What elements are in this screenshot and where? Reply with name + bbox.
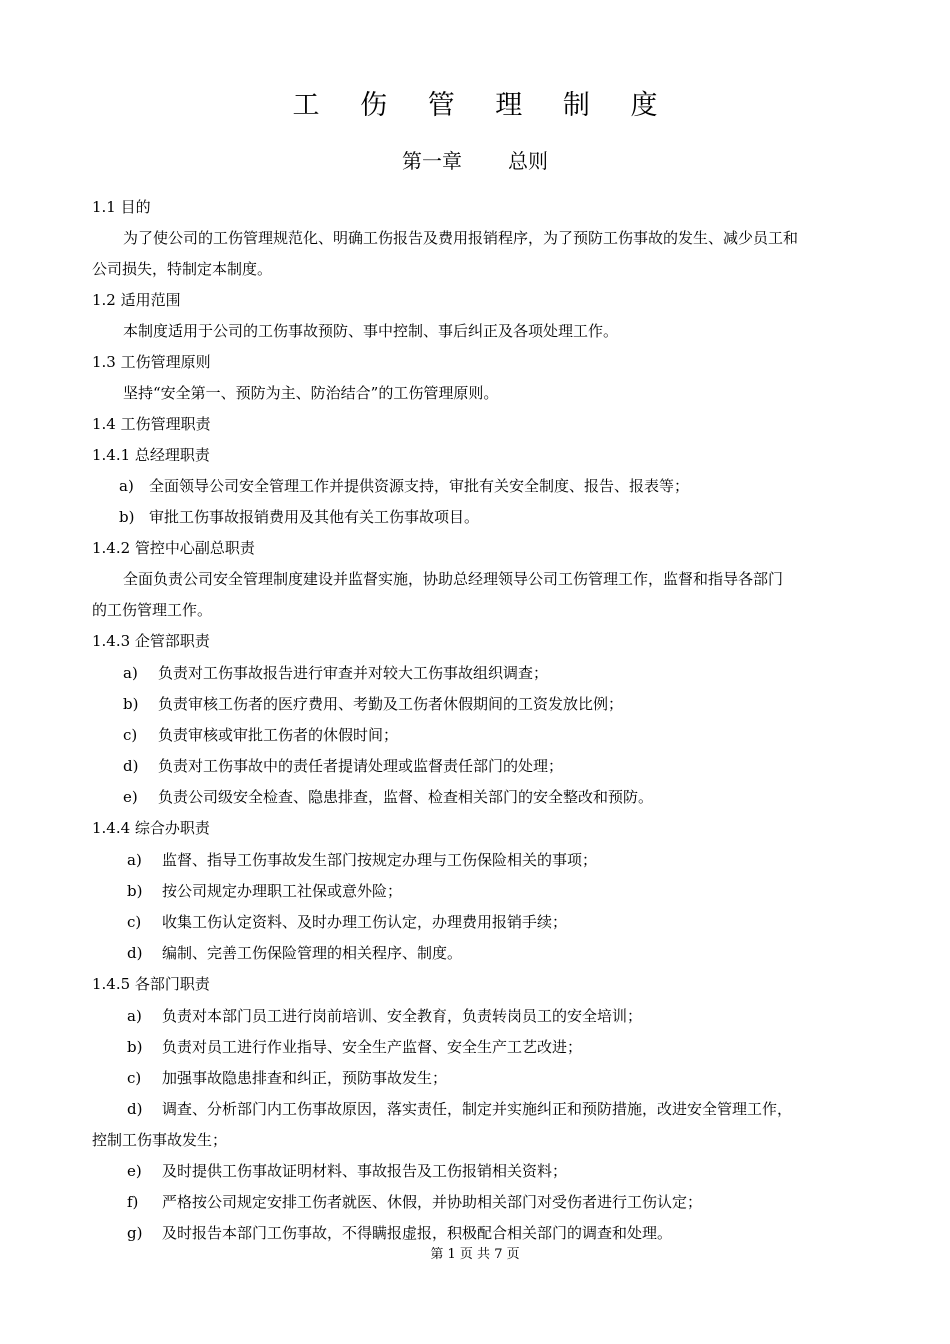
section-heading: 1.1 目的 — [92, 198, 151, 216]
list-text: 审批工伤事故报销费用及其他有关工伤事故项目。 — [149, 508, 480, 526]
chapter-name: 总则 — [508, 149, 548, 173]
subsection-heading: 1.4.4 综合办职责 — [92, 819, 210, 837]
section-heading: 1.4 工伤管理职责 — [92, 415, 211, 433]
paragraph-continuation: 的工伤管理工作。 — [92, 601, 213, 619]
list-text: 负责对工伤事故报告进行审查并对较大工伤事故组织调查； — [158, 664, 549, 682]
paragraph: 坚持“安全第一、预防为主、防治结合”的工伤管理原则。 — [123, 384, 499, 402]
list-marker: d) — [127, 1100, 143, 1118]
list-marker: a) — [123, 664, 138, 682]
section-heading: 1.2 适用范围 — [92, 291, 181, 309]
list-marker: f) — [127, 1193, 139, 1211]
list-marker: e) — [127, 1162, 142, 1180]
list-text: 按公司规定办理职工社保或意外险； — [162, 882, 403, 900]
list-text: 负责对工伤事故中的责任者提请处理或监督责任部门的处理； — [158, 757, 564, 775]
list-marker: c) — [123, 726, 138, 744]
list-text: 编制、完善工伤保险管理的相关程序、制度。 — [162, 944, 463, 962]
list-text: 及时提供工伤事故证明材料、事故报告及工伤报销相关资料； — [162, 1162, 568, 1180]
list-text: 监督、指导工伤事故发生部门按规定办理与工伤保险相关的事项； — [162, 851, 598, 869]
chapter-number: 第一章 — [402, 149, 462, 173]
list-marker: a) — [119, 477, 134, 495]
subsection-heading: 1.4.2 管控中心副总职责 — [92, 539, 255, 557]
list-marker: c) — [127, 913, 142, 931]
document-title: 工 伤 管 理 制 度 — [292, 90, 674, 121]
section-heading: 1.3 工伤管理原则 — [92, 353, 211, 371]
paragraph: 本制度适用于公司的工伤事故预防、事中控制、事后纠正及各项处理工作。 — [123, 322, 619, 340]
paragraph: 全面负责公司安全管理制度建设并监督实施，协助总经理领导公司工伤管理工作，监督和指导各部门 — [123, 570, 784, 588]
list-marker: c) — [127, 1069, 142, 1087]
list-text: 严格按公司规定安排工伤者就医、休假，并协助相关部门对受伤者进行工伤认定； — [162, 1193, 703, 1211]
list-text: 全面领导公司安全管理工作并提供资源支持，审批有关安全制度、报告、报表等； — [149, 477, 690, 495]
paragraph: 为了使公司的工伤管理规范化、明确工伤报告及费用报销程序，为了预防工伤事故的发生、减少员工和 — [123, 229, 799, 247]
list-marker: b) — [119, 508, 135, 526]
list-marker: a) — [127, 1007, 142, 1025]
list-marker: b) — [123, 695, 139, 713]
list-text: 及时报告本部门工伤事故，不得瞒报虚报，积极配合相关部门的调查和处理。 — [162, 1224, 673, 1242]
list-text: 负责对员工进行作业指导、安全生产监督、安全生产工艺改进； — [162, 1038, 583, 1056]
subsection-heading: 1.4.1 总经理职责 — [92, 446, 210, 464]
list-marker: b) — [127, 882, 143, 900]
list-text: 调查、分析部门内工伤事故原因，落实责任，制定并实施纠正和预防措施，改进安全管理工作， — [162, 1100, 793, 1118]
list-marker: e) — [123, 788, 138, 806]
list-text: 收集工伤认定资料、及时办理工伤认定，办理费用报销手续； — [162, 913, 568, 931]
list-marker: a) — [127, 851, 142, 869]
paragraph-continuation: 公司损失，特制定本制度。 — [92, 260, 273, 278]
list-marker: d) — [123, 757, 139, 775]
list-text: 负责审核或审批工伤者的休假时间； — [158, 726, 399, 744]
list-marker: g) — [127, 1224, 143, 1242]
chapter-heading — [0, 145, 950, 177]
subsection-heading: 1.4.3 企管部职责 — [92, 632, 210, 650]
list-text: 加强事故隐患排查和纠正，预防事故发生； — [162, 1069, 448, 1087]
list-marker: d) — [127, 944, 143, 962]
subsection-heading: 1.4.5 各部门职责 — [92, 975, 210, 993]
list-text: 负责对本部门员工进行岗前培训、安全教育，负责转岗员工的安全培训； — [162, 1007, 643, 1025]
list-text: 负责审核工伤者的医疗费用、考勤及工伤者休假期间的工资发放比例； — [158, 695, 624, 713]
list-text-continuation: 控制工伤事故发生； — [92, 1131, 228, 1149]
list-text: 负责公司级安全检查、隐患排查，监督、检查相关部门的安全整改和预防。 — [158, 788, 654, 806]
page-number-footer: 第 1 页 共 7 页 — [430, 1247, 520, 1262]
list-marker: b) — [127, 1038, 143, 1056]
